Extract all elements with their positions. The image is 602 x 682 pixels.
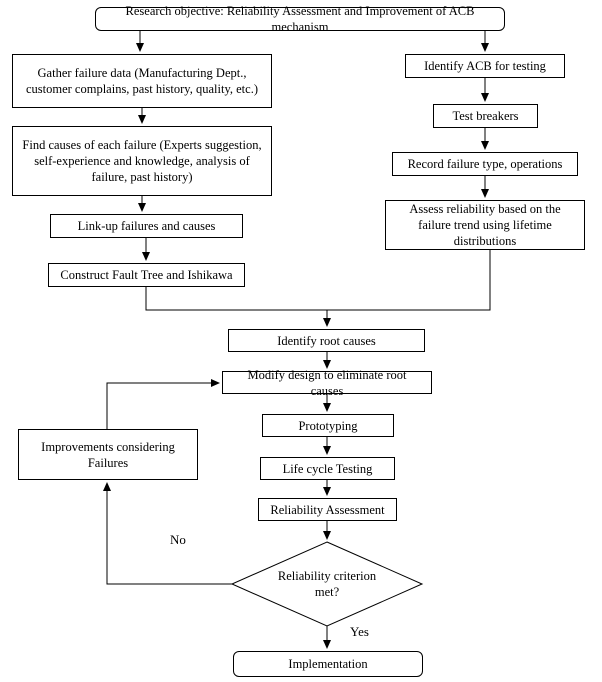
node-improvements: Improvements considering Failures <box>18 429 198 480</box>
node-research-objective: Research objective: Reliability Assessment and Improvement of ACB mechanism <box>95 7 505 31</box>
node-identify-root-causes: Identify root causes <box>228 329 425 352</box>
node-construct-fault-tree: Construct Fault Tree and Ishikawa <box>48 263 245 287</box>
node-gather-failure-data: Gather failure data (Manufacturing Dept., customer complains, past history, quality, etc.) <box>12 54 272 108</box>
connector-improvements-to-modify <box>107 383 219 429</box>
connector-fault-tree-to-merge <box>146 287 327 310</box>
node-link-up-failures: Link-up failures and causes <box>50 214 243 238</box>
node-find-causes: Find causes of each failure (Experts suggestion, self-experience and knowledge, analysis of failure, past history) <box>12 126 272 196</box>
edge-label-yes: Yes <box>350 624 369 639</box>
node-reliability-assessment: Reliability Assessment <box>258 498 397 521</box>
node-identify-acb: Identify ACB for testing <box>405 54 565 78</box>
node-assess-reliability: Assess reliability based on the failure trend using lifetime distributions <box>385 200 585 250</box>
node-prototyping: Prototyping <box>262 414 394 437</box>
node-test-breakers: Test breakers <box>433 104 538 128</box>
node-implementation: Implementation <box>233 651 423 677</box>
node-modify-design: Modify design to eliminate root causes <box>222 371 432 394</box>
decision-label: Reliability criterion met? <box>277 568 377 599</box>
connector-assess-to-merge <box>327 250 490 310</box>
edge-label-no: No <box>170 532 186 547</box>
node-life-cycle-testing: Life cycle Testing <box>260 457 395 480</box>
node-record-failure-type: Record failure type, operations <box>392 152 578 176</box>
